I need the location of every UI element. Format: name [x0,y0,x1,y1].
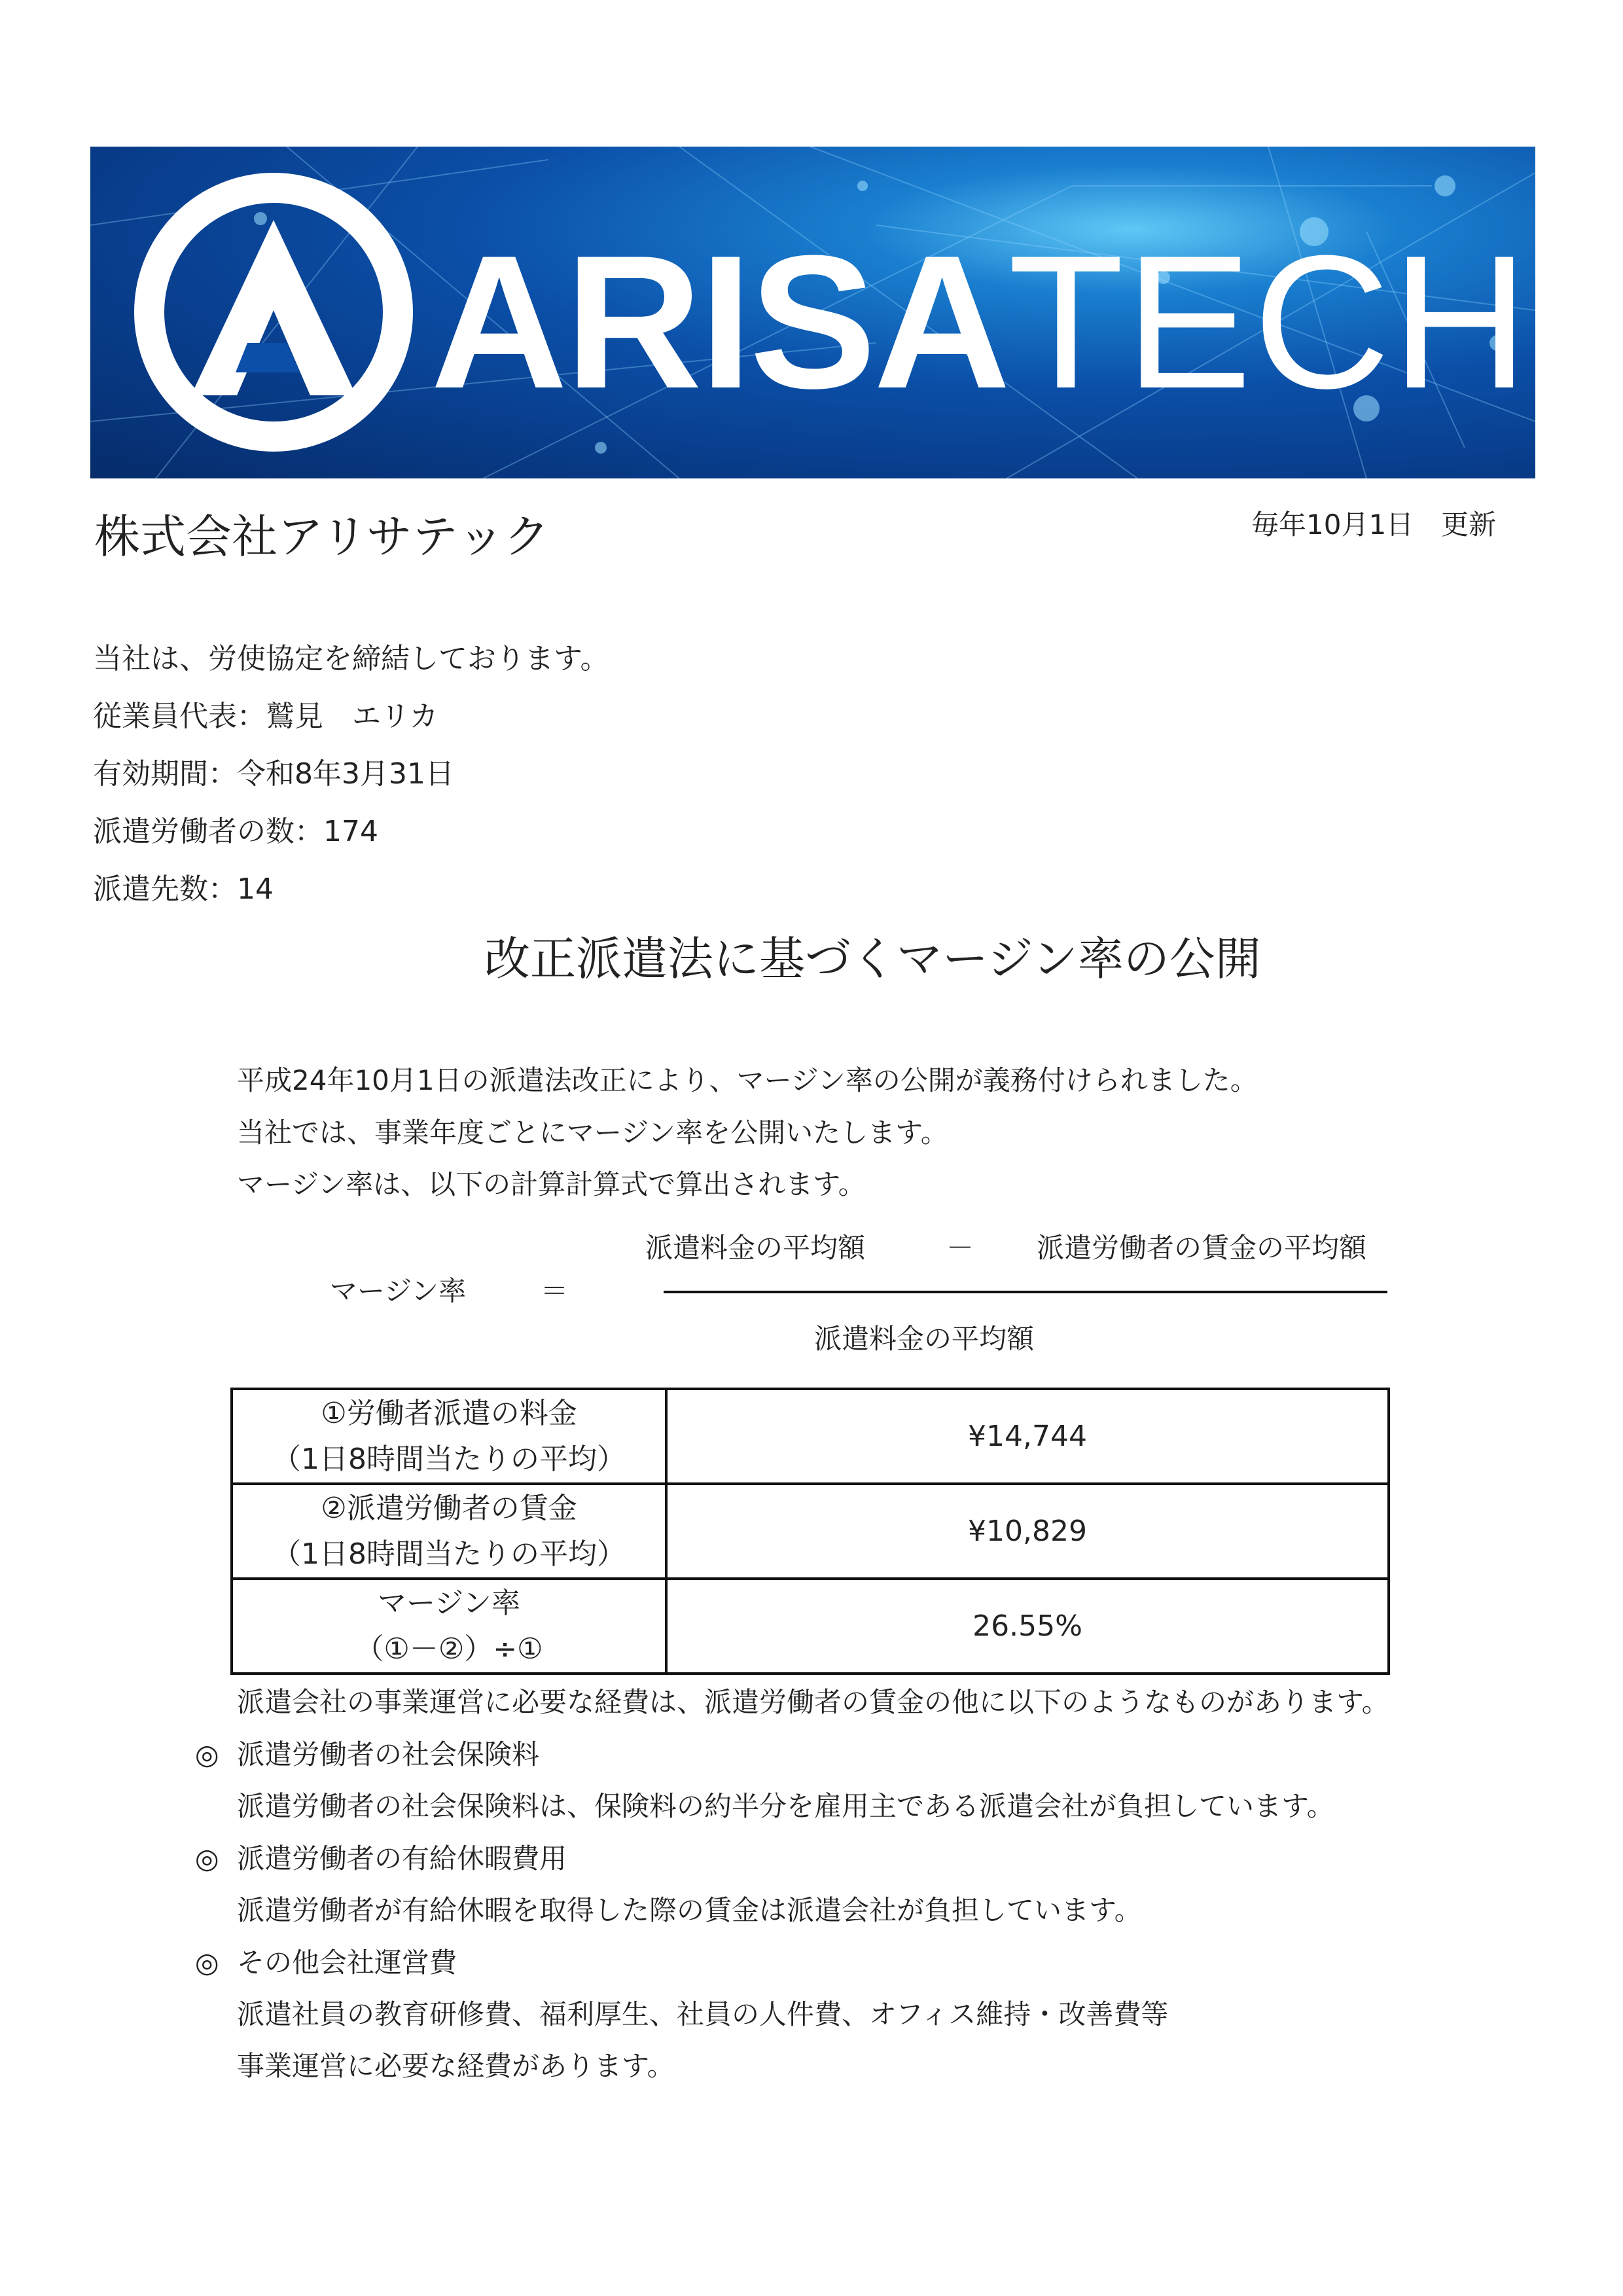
row-value: ¥10,829 [666,1484,1389,1579]
formula-numerator-a: 派遣料金の平均額 [645,1232,866,1264]
table-label-cell [232,1484,666,1579]
row-value: 26.55% [666,1579,1389,1674]
formula-equals: ＝ [541,1275,569,1307]
info-line: 派遣先数：14 [93,872,274,906]
row-label: マージン率 [377,1586,521,1620]
row-label: ②派遣労働者の賃金 [321,1491,577,1525]
expense-heading: 派遣労働者の有給休暇費用 [237,1842,567,1874]
info-line: 従業員代表：鷲見 エリカ [93,700,438,733]
expense-body: 派遣労働者の社会保険料は、保険料の約半分を雇用主である派遣会社が負担しています。 [237,1790,1334,1822]
formula-minus: － [946,1232,974,1264]
expense-body: 派遣社員の教育研修費、福利厚生、社員の人件費、オフィス維持・改善費等 [237,1998,1169,2030]
row-sublabel: （①－②）÷① [355,1632,543,1666]
header-banner [90,147,1535,478]
table-row [232,1389,1389,1484]
intro-line: 平成24年10月1日の派遣法改正により、マージン率の公開が義務付けられました。 [237,1064,1258,1096]
arisa-logo-icon [149,188,398,437]
row-sublabel: （1日8時間当たりの平均） [272,1537,626,1571]
brand-wordmark [431,216,1530,428]
info-line: 当社は、労使協定を締結しております。 [93,642,609,675]
bullet-mark: ◎ [195,1946,219,1979]
company-name: 株式会社アリサテック [94,510,550,564]
table-row [232,1579,1389,1674]
margin-rate-table [230,1388,1390,1675]
expense-body: 派遣労働者が有給休暇を取得した際の賃金は派遣会社が負担しています。 [237,1894,1142,1926]
update-note: 毎年10月1日 更新 [1251,509,1497,541]
info-line: 派遣労働者の数：174 [93,815,378,848]
row-sublabel: （1日8時間当たりの平均） [272,1442,626,1476]
expense-body: 事業運営に必要な経費があります。 [237,2050,675,2082]
table-label-cell [232,1579,666,1674]
row-value: ¥14,744 [666,1389,1389,1484]
expense-intro: 派遣会社の事業運営に必要な経費は、派遣労働者の賃金の他に以下のようなものがあります。 [237,1686,1389,1718]
bullet-mark: ◎ [195,1738,219,1770]
formula-denominator: 派遣料金の平均額 [814,1323,1035,1355]
formula-numerator-b: 派遣労働者の賃金の平均額 [1037,1232,1367,1264]
intro-line: 当社では、事業年度ごとにマージン率を公開いたします。 [237,1117,948,1149]
bullet-mark: ◎ [195,1842,219,1874]
formula-lhs: マージン率 [330,1275,467,1307]
fraction-bar [664,1291,1387,1293]
expense-heading: その他会社運営費 [237,1946,457,1979]
info-line: 有効期間：令和8年3月31日 [93,757,454,791]
section-title: 改正派遣法に基づくマージン率の公開 [484,932,1261,986]
intro-line: マージン率は、以下の計算計算式で算出されます。 [237,1168,866,1200]
row-label: ①労働者派遣の料金 [321,1396,577,1430]
table-row [232,1484,1389,1579]
brand-light: TECH [1008,216,1530,428]
brand-bold: ARISA [431,216,1008,428]
expense-heading: 派遣労働者の社会保険料 [237,1738,540,1770]
table-label-cell [232,1389,666,1484]
